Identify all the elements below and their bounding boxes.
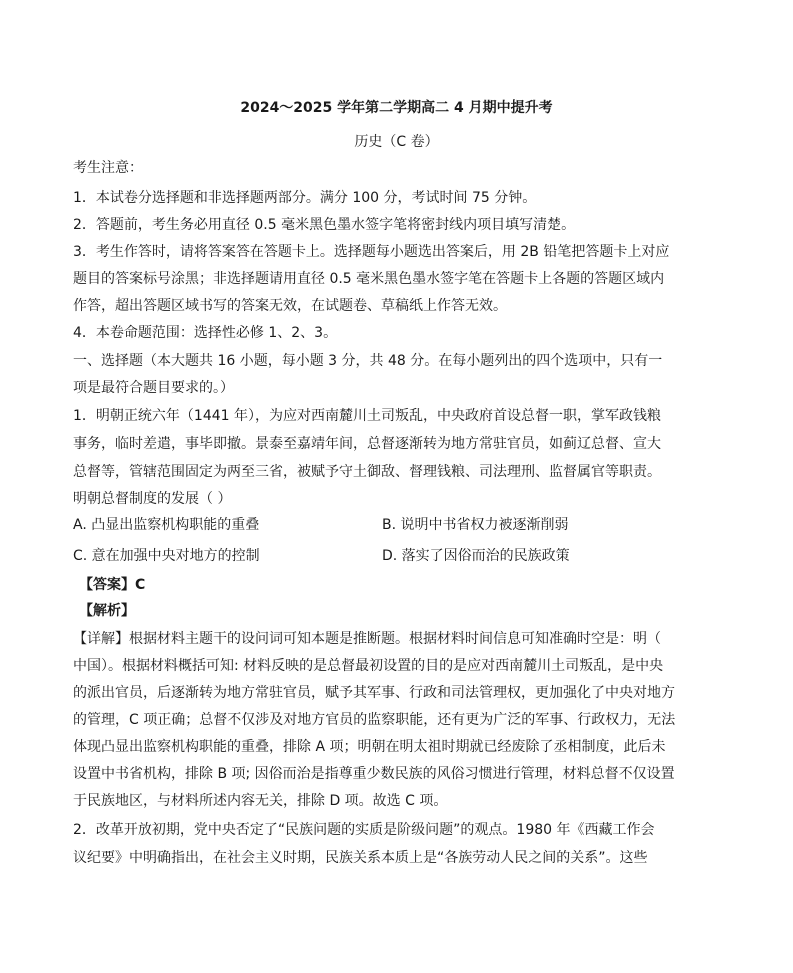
- exam-subtitle: 历史（C 卷）: [354, 134, 439, 150]
- detail-line: 设置中书省机构，排除 B 项; 因俗而治是指尊重少数民族的风俗习惯进行管理，材料总督不仅设置: [73, 766, 675, 782]
- question-stem-line: 明朝总督制度的发展（ ）: [73, 491, 232, 507]
- option-a: A. 凸显出监察机构职能的重叠: [73, 517, 260, 533]
- detail-line: 于民族地区，与材料所述内容无关，排除 D 项。故选 C 项。: [73, 793, 448, 809]
- notice-line: 1．本试卷分选择题和非选择题两部分。满分 100 分，考试时间 75 分钟。: [73, 190, 537, 206]
- exam-title: 2024～2025 学年第二学期高二 4 月期中提升考: [240, 100, 553, 116]
- detail-line: 【详解】根据材料主题干的设问词可知本题是推断题。根据材料时间信息可知准确时空是：明（: [73, 631, 661, 647]
- option-c: C. 意在加强中央对地方的控制: [73, 548, 260, 564]
- notice-line: 4．本卷命题范围：选择性必修 1、2、3。: [73, 325, 338, 341]
- question-stem-line: 事务，临时差遣，事毕即撤。景泰至嘉靖年间，总督逐渐转为地方常驻官员，如蓟辽总督、宣大: [73, 436, 661, 452]
- notice-heading: 考生注意：: [73, 160, 143, 176]
- option-d: D. 落实了因俗而治的民族政策: [382, 548, 570, 564]
- question-stem-line: 议纪要》中明确指出，在社会主义时期，民族关系本质上是“各族劳动人民之间的关系”。这些: [73, 850, 648, 866]
- option-b: B. 说明中书省权力被逐渐削弱: [382, 517, 569, 533]
- section-heading-cont: 项是最符合题目要求的。）: [73, 380, 234, 396]
- notice-line: 题目的答案标号涂黑；非选择题请用直径 0.5 毫米黑色墨水签字笔在答题卡上各题的答题区域内: [73, 271, 665, 287]
- analysis-label: 【解析】: [79, 603, 135, 619]
- notice-line: 作答，超出答题区域书写的答案无效，在试题卷、草稿纸上作答无效。: [73, 298, 507, 314]
- answer-label: 【答案】C: [79, 577, 146, 593]
- detail-line: 中国）。根据材料概括可知: 材料反映的是总督最初设置的目的是应对西南麓川土司叛乱，是中央: [73, 658, 664, 674]
- question-stem-line: 1．明朝正统六年（1441 年），为应对西南麓川土司叛乱，中央政府首设总督一职，掌军政钱粮: [73, 408, 661, 424]
- section-heading: 一、选择题（本大题共 16 小题，每小题 3 分，共 48 分。在每小题列出的四个选项中，只有一: [73, 353, 663, 369]
- question-stem-line: 2．改革开放初期，党中央否定了“民族问题的实质是阶级问题”的观点。1980 年《西藏工作会: [73, 822, 655, 838]
- question-stem-line: 总督等，管辖范围固定为两至三省，被赋予守土御敌、督理钱粮、司法理刑、监督属官等职责。: [73, 464, 661, 480]
- detail-line: 的派出官员，后逐渐转为地方常驻官员，赋予其军事、行政和司法管理权，更加强化了中央对地方: [73, 685, 675, 701]
- detail-line: 体现凸显出监察机构职能的重叠，排除 A 项；明朝在明太祖时期就已经废除了丞相制度，此后未: [73, 739, 666, 755]
- notice-line: 3．考生作答时，请将答案答在答题卡上。选择题每小题选出答案后，用 2B 铅笔把答题卡上对应: [73, 244, 670, 260]
- notice-line: 2．答题前，考生务必用直径 0.5 毫米黑色墨水签字笔将密封线内项目填写清楚。: [73, 217, 576, 233]
- detail-line: 的管理，C 项正确；总督不仅涉及对地方官员的监察职能，还有更为广泛的军事、行政权力，无法: [73, 712, 676, 728]
